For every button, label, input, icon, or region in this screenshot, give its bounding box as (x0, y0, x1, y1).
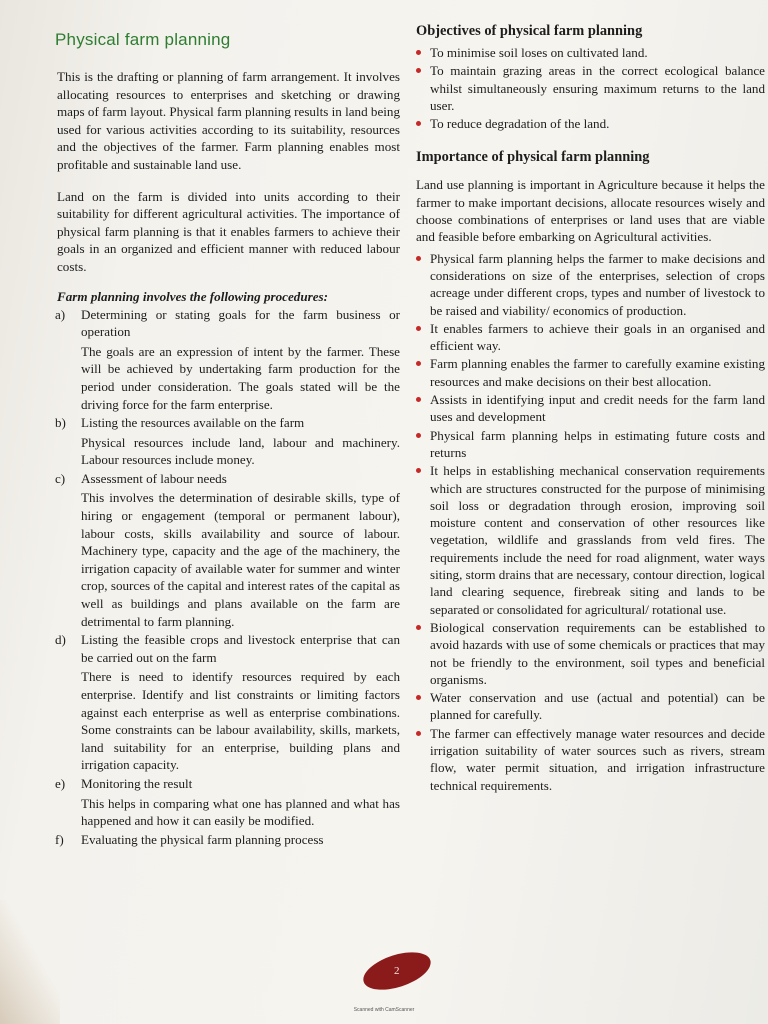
importance-text: Physical farm planning helps in estimating future costs and returns (430, 427, 765, 460)
procedure-item (52, 631, 400, 774)
importance-item (413, 725, 765, 794)
procedure-description: Physical resources include land, labour and machinery. Labour resources include money. (81, 434, 400, 468)
importance-text: Farm planning enables the farmer to carefully examine existing resources and make decisions on their best allocation. (430, 356, 765, 389)
bullet-icon (416, 121, 421, 126)
importance-intro: Land use planning is important in Agriculture because it helps the farmer to make important decisions, allocate resources wisely and choose combinations of enterprises or land uses that are viable and feasible before embarking on Agricultural activities. (416, 177, 765, 245)
bullet-icon (416, 361, 421, 366)
scanner-watermark: Scanned with CamScanner (353, 1007, 415, 1013)
page-number: 2 (394, 965, 400, 977)
bullet-icon (416, 397, 421, 402)
importance-item (413, 689, 765, 724)
objective-item (413, 44, 765, 61)
page-title: Physical farm planning (55, 30, 231, 49)
procedure-item (52, 831, 400, 849)
objective-text: To minimise soil loses on cultivated land. (430, 45, 648, 60)
procedure-item (52, 306, 400, 414)
bullet-icon (416, 625, 421, 630)
objective-text: To maintain grazing areas in the correct ecological balance whilst simultaneously ensuring maximum returns to the land user. (430, 63, 765, 113)
importance-item (413, 320, 765, 355)
importance-item (413, 427, 765, 462)
left-column (52, 22, 400, 849)
right-column (413, 22, 765, 795)
importance-item (413, 619, 765, 688)
procedure-heading: Listing the feasible crops and livestock enterprise that can be carried out on the farm (81, 632, 400, 665)
bullet-icon (416, 433, 421, 438)
procedure-heading: Listing the resources available on the farm (81, 415, 305, 431)
importance-list (413, 250, 765, 794)
intro-paragraph-1: This is the drafting or planning of farm arrangement. It involves allocating resources to enterprises and sketching or drawing maps of farm layout. Physical farm planning results in land being used for various activities according to its suitability, resources and the objectives of the farmer. Farm planning enables most profitable and sustainable land use. (57, 69, 400, 172)
procedure-description: This involves the determination of desirable skills, type of hiring or engagement (temporal or permanent labour), labour costs, skills availability and source of labour. Machinery type, capacity and the age of the machinery, the irrigation capacity of available water for summer and winter crop, sources of the capital and interest rates of the capital as well as buildings and plans available on the farm are detrimental to farm planning. (81, 490, 400, 629)
bullet-icon (416, 695, 421, 700)
intro-paragraph-2: Land on the farm is divided into units according to their suitability for different agricultural activities. The importance of physical farm planning is that it enables farmers to achieve their goals in an organized and efficient manner with reduced labour costs. (57, 188, 400, 274)
importance-text: Assists in identifying input and credit needs for the farm land uses and development (430, 392, 765, 425)
page-corner-shadow (0, 900, 60, 1024)
bullet-icon (416, 50, 421, 55)
procedure-item (52, 470, 400, 630)
procedure-letter: f) (55, 831, 64, 847)
procedure-description: The goals are an expression of intent by the farmer. These will be achieved by undertaking farm production for the period under consideration. The goals stated will be the driving force for the farm enterprise. (81, 343, 400, 412)
procedures-list (52, 306, 400, 849)
procedure-letter: d) (55, 632, 66, 648)
objective-text: To reduce degradation of the land. (430, 116, 610, 132)
procedure-item (52, 775, 400, 830)
procedure-item (52, 414, 400, 469)
importance-text: Water conservation and use (actual and potential) can be planned for carefully. (430, 690, 765, 723)
bullet-icon (416, 256, 421, 261)
importance-item (413, 462, 765, 618)
procedure-description: This helps in comparing what one has planned and what has happened and how it can easily be modified. (81, 795, 400, 829)
objectives-heading: Objectives of physical farm planning (416, 23, 643, 39)
objective-item (413, 115, 765, 132)
procedure-heading: Evaluating the physical farm planning process (81, 831, 324, 847)
bullet-icon (416, 68, 421, 73)
importance-text: It helps in establishing mechanical conservation requirements which are structures constructed for the purpose of minimising soil loss or degradation through erosion, improving soil moisture content and conservation of other resources like vegetation, wildlife and grasslands from veld fires. The requirements include the need for road alignment, water ways siting, storm drains that are necessary, contour direction, logical land clearing sequence, firebreak siting and lands to be separated or consolidated for agricultural/ rotational use. (430, 463, 765, 617)
procedure-heading: Assessment of labour needs (81, 470, 227, 486)
procedure-letter: c) (55, 470, 66, 486)
procedure-letter: a) (55, 306, 66, 322)
procedure-heading: Monitoring the result (81, 775, 193, 791)
importance-item (413, 250, 765, 319)
objective-item (413, 62, 765, 114)
bullet-icon (416, 326, 421, 331)
importance-text: The farmer can effectively manage water resources and decide irrigation suitability of water sources such as rivers, stream flow, water permit situation, and irrigation infrastructure technical requirements. (430, 725, 765, 793)
procedure-heading: Determining or stating goals for the farm business or operation (81, 306, 400, 340)
procedure-description: There is need to identify resources required by each enterprise. Identify and list constraints or limiting factors against each enterprise as well as enterprise combinations. Some constraints can be labour availability, skills, markets, land suitability for an enterprise, building plans and irrigation capacity. (81, 669, 400, 773)
importance-text: Physical farm planning helps the farmer to make decisions and considerations on size of the enterprises, selection of crops acreage under different crops, types and number of livestock to be raised and viability/ economics of production. (430, 250, 765, 318)
page-number-badge (359, 945, 435, 997)
importance-item (413, 391, 765, 426)
objectives-list (413, 44, 765, 132)
bullet-icon (416, 731, 421, 736)
importance-text: Biological conservation requirements can be established to avoid hazards with use of some chemicals or practices that may not be friendly to the environment, soil types and beneficial organisms. (430, 619, 765, 687)
importance-item (413, 355, 765, 390)
procedure-letter: e) (55, 775, 66, 791)
bullet-icon (416, 468, 421, 473)
procedure-letter: b) (55, 415, 66, 431)
procedures-heading: Farm planning involves the following procedures: (57, 288, 328, 304)
importance-text: It enables farmers to achieve their goals in an organised and efficient way. (430, 320, 765, 354)
importance-heading: Importance of physical farm planning (416, 149, 650, 166)
